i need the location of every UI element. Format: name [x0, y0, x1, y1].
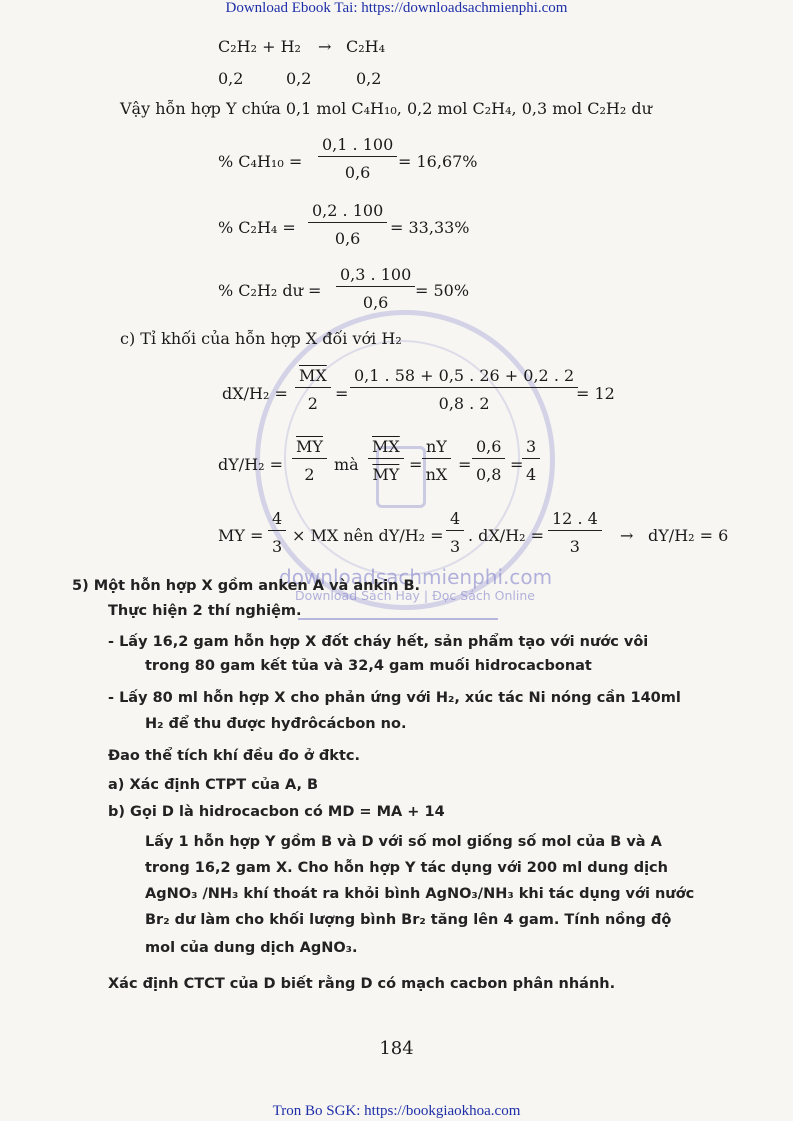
pct-c4h10-label: % C₄H₁₀ =	[218, 152, 303, 171]
my-arrow: →	[620, 526, 634, 545]
my-result: dY/H₂ = 6	[648, 526, 729, 545]
pct-c2h2-value: = 50%	[415, 281, 470, 300]
pct-c2h4-label: % C₂H₄ =	[218, 218, 296, 237]
dx-calc-fraction: $\frac{0,1 . 58 + 0,5 . 26 + 0,2 . 2}{0,8 . 2}$	[350, 366, 578, 413]
dy-my-fraction: $\frac{\overline{MY}}{2}$	[292, 437, 327, 484]
mixture-y-line: Vậy hỗn hợp Y chứa 0,1 mol C₄H₁₀, 0,2 mol C₂H₄, 0,3 mol C₂H₂ dư	[120, 99, 652, 118]
pct-c2h2-fraction: $\frac{0,3 . 100}{0,6}$	[336, 265, 415, 312]
my-label: MY =	[218, 526, 264, 545]
dy-ma: mà	[334, 455, 359, 474]
problem-title: 5) Một hỗn hợp X gồm anken A và ankin B.	[72, 578, 420, 594]
dy-eq3: =	[510, 455, 524, 474]
pct-c2h4-value: = 33,33%	[390, 218, 470, 237]
reaction-rhs: C₂H₄	[346, 37, 386, 56]
dy-ny-nx-fraction: $\frac{nY}{nX}$	[422, 437, 451, 484]
dy-ratio-fraction: $\frac{0,6}{0,8}$	[472, 437, 505, 484]
pct-c4h10-value: = 16,67%	[398, 152, 478, 171]
problem-intro: Thực hiện 2 thí nghiệm.	[108, 603, 302, 619]
mol-1: 0,2	[218, 69, 244, 88]
question-b-line-5: mol của dung dịch AgNO₃.	[145, 940, 358, 956]
mol-3: 0,2	[356, 69, 382, 88]
experiment-2-line-2: H₂ để thu được hyđrôcácbon no.	[145, 716, 407, 732]
my-four-thirds-2: $\frac{4}{3}$	[446, 509, 464, 556]
question-b-line-3: AgNO₃ /NH₃ khí thoát ra khỏi bình AgNO₃/NH₃ khi tác dụng với nước	[145, 886, 695, 902]
pct-c2h4-fraction: $\frac{0,2 . 100}{0,6}$	[308, 201, 387, 248]
dy-eq2: =	[458, 455, 472, 474]
dy-eq1: =	[409, 455, 423, 474]
experiment-1-line-1: - Lấy 16,2 gam hỗn hợp X đốt cháy hết, sản phẩm tạo với nước vôi	[108, 634, 649, 650]
dx-mx-fraction: $\frac{\overline{MX}}{2}$	[295, 366, 331, 413]
experiment-1-line-2: trong 80 gam kết tủa và 32,4 gam muối hidrocacbonat	[145, 658, 592, 674]
footer-link[interactable]: Tron Bo SGK: https://bookgiaokhoa.com	[272, 1103, 521, 1119]
watermark-underline	[298, 618, 498, 620]
question-a: a) Xác định CTPT của A, B	[108, 777, 319, 793]
dy-three-quarters: $\frac{3}{4}$	[522, 437, 540, 484]
dx-label: dX/H₂ =	[222, 384, 288, 403]
my-mid2-text: . dX/H₂ =	[468, 526, 545, 545]
final-question: Xác định CTCT của D biết rằng D có mạch cacbon phân nhánh.	[108, 976, 616, 992]
dx-result: = 12	[576, 384, 615, 403]
header-link[interactable]: Download Ebook Tai: https://downloadsachmienphi.com	[225, 0, 568, 16]
watermark-site: downloadsachmienphi.com	[279, 565, 553, 589]
pct-c4h10-fraction: $\frac{0,1 . 100}{0,6}$	[318, 135, 397, 182]
dx-equals: =	[335, 384, 349, 403]
page-number: 184	[379, 1038, 414, 1059]
question-b: b) Gọi D là hidrocacbon có MD = MA + 14	[108, 804, 445, 820]
experiment-2-line-1: - Lấy 80 ml hỗn hợp X cho phản ứng với H₂, xúc tác Ni nóng cần 140ml	[108, 690, 681, 706]
problem-note: Đao thể tích khí đều đo ở đktc.	[108, 748, 360, 764]
watermark-tagline: Download Sách Hay | Đọc Sách Online	[295, 588, 535, 603]
reaction-lhs: C₂H₂ + H₂	[218, 37, 301, 56]
dy-mx-my-fraction: $\frac{\overline{MX}}{MY}$	[368, 437, 404, 484]
my-four-thirds: $\frac{4}{3}$	[268, 509, 286, 556]
dy-label: dY/H₂ =	[218, 455, 284, 474]
question-b-line-4: Br₂ dư làm cho khối lượng bình Br₂ tăng lên 4 gam. Tính nồng độ	[145, 912, 672, 928]
my-calc-fraction: $\frac{12 . 4}{3}$	[548, 509, 602, 556]
question-b-line-1: Lấy 1 hỗn hợp Y gồm B và D với số mol giống số mol của B và A	[145, 834, 662, 850]
mol-2: 0,2	[286, 69, 312, 88]
question-b-line-2: trong 16,2 gam X. Cho hỗn hợp Y tác dụng với 200 ml dung dịch	[145, 860, 668, 876]
part-c-heading: c) Tỉ khối của hỗn hợp X đối với H₂	[120, 329, 402, 348]
my-mid-text: × MX nên dY/H₂ =	[292, 526, 444, 545]
reaction-arrow: →	[318, 37, 332, 56]
pct-c2h2-label: % C₂H₂ dư =	[218, 281, 322, 300]
